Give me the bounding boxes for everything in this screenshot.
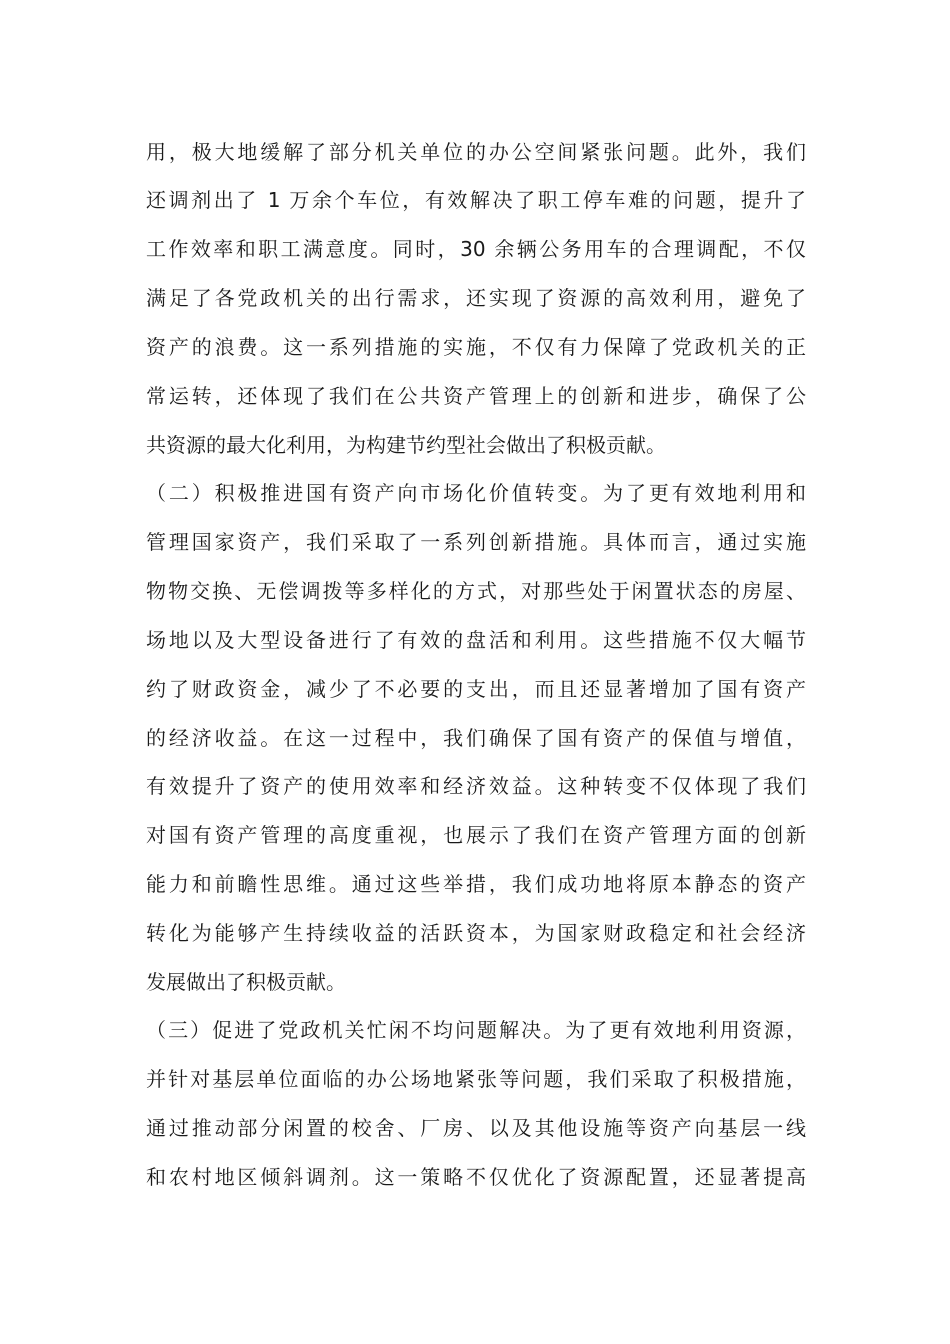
text-line: 有效提升了资产的使用效率和经济效益。这种转变不仅体现了我们 bbox=[146, 774, 806, 798]
text-line: 对国有资产管理的高度重视，也展示了我们在资产管理方面的创新 bbox=[146, 823, 806, 847]
text-line: 的经济收益。在这一过程中，我们确保了国有资产的保值与增值， bbox=[146, 726, 806, 750]
text-line: 满足了各党政机关的出行需求，还实现了资源的高效利用，避免了 bbox=[146, 286, 806, 310]
text-line: 用，极大地缓解了部分机关单位的办公空间紧张问题。此外，我们 bbox=[146, 140, 806, 164]
text-line: 管理国家资产，我们采取了一系列创新措施。具体而言，通过实施 bbox=[146, 530, 806, 554]
text-line: 并针对基层单位面临的办公场地紧张等问题，我们采取了积极措施， bbox=[146, 1067, 806, 1091]
text-line: 资产的浪费。这一系列措施的实施，不仅有力保障了党政机关的正 bbox=[146, 335, 806, 359]
text-line: 还调剂出了 1 万余个车位，有效解决了职工停车难的问题，提升了 bbox=[146, 188, 806, 212]
text-line: 常运转，还体现了我们在公共资产管理上的创新和进步，确保了公 bbox=[146, 384, 806, 408]
paragraph-heading-line: （三）促进了党政机关忙闲不均问题解决。为了更有效地利用资源， bbox=[146, 1018, 806, 1042]
text-line: 约了财政资金，减少了不必要的支出，而且还显著增加了国有资产 bbox=[146, 677, 806, 701]
paragraph-heading-line: （二）积极推进国有资产向市场化价值转变。为了更有效地利用和 bbox=[146, 481, 806, 505]
text-line: 转化为能够产生持续收益的活跃资本，为国家财政稳定和社会经济 bbox=[146, 921, 806, 945]
text-line: 工作效率和职工满意度。同时，30 余辆公务用车的合理调配，不仅 bbox=[146, 237, 806, 261]
text-line: 物物交换、无偿调拨等多样化的方式，对那些处于闲置状态的房屋、 bbox=[146, 579, 806, 603]
text-line: 发展做出了积极贡献。 bbox=[146, 970, 346, 994]
text-line: 共资源的最大化利用，为构建节约型社会做出了积极贡献。 bbox=[146, 433, 666, 457]
text-line: 能力和前瞻性思维。通过这些举措，我们成功地将原本静态的资产 bbox=[146, 872, 806, 896]
text-line: 通过推动部分闲置的校舍、厂房、以及其他设施等资产向基层一线 bbox=[146, 1116, 806, 1140]
text-line: 场地以及大型设备进行了有效的盘活和利用。这些措施不仅大幅节 bbox=[146, 628, 806, 652]
text-line: 和农村地区倾斜调剂。这一策略不仅优化了资源配置，还显著提高 bbox=[146, 1165, 806, 1189]
